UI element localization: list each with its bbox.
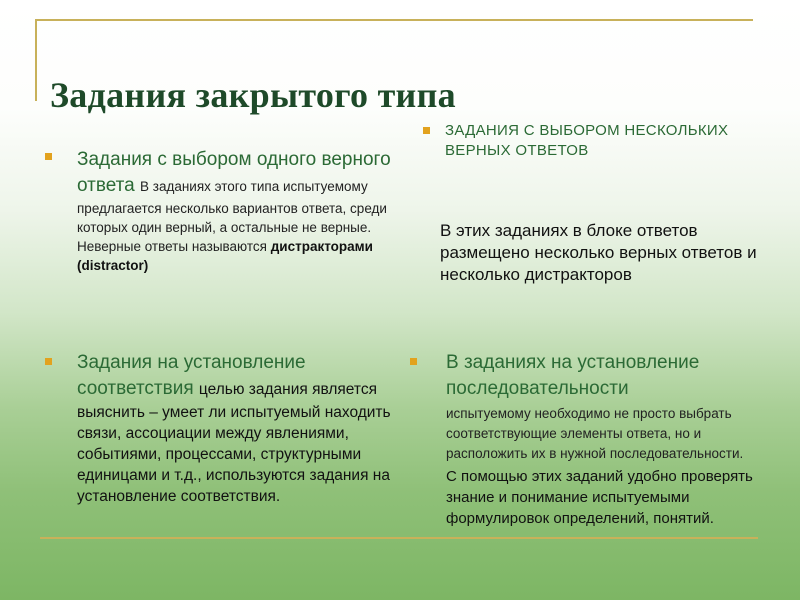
block-single-choice [45,147,395,275]
block-sequence-content [446,350,770,464]
bullet-icon [423,127,430,134]
bullet-icon [45,153,52,160]
slide-title: Задания закрытого типа [50,75,456,115]
decorative-left-line [35,19,37,101]
block-sequence-text2: С помощью этих заданий удобно проверять знание и понимание испытуемыми формулировок определений, понятий. [446,468,753,527]
decorative-bottom-line [40,537,758,539]
block-matching-heading: Задания на установление соответствия [77,352,306,399]
block-sequence-heading: В заданиях на установление последовательности [446,352,700,399]
bullet-icon [45,358,52,365]
block-matching-text: целью задания является выяснить – умеет ли испытуемый находить связи, ассоциации между явлениями, событиями, процессами, структурными единицами и т.д., используются задания на установление соответствия. [77,381,391,505]
block-sequence-text: испытуемому необходимо не просто выбрать соответствующие элементы ответа, но и расположить их в нужной последовательности. [446,406,744,461]
block-single-choice-content [77,147,395,275]
block-matching-content [77,350,395,507]
bullet-icon [410,358,417,365]
block-single-choice-heading: Задания с выбором одного верного ответа [77,149,391,196]
block-multiple-choice-text: В этих заданиях в блоке ответов размещено несколько верных ответов и несколько дистракторов [440,221,757,284]
block-sequence [410,350,770,529]
block-multiple-choice-heading: ЗАДАНИЯ С ВЫБОРОМ НЕСКОЛЬКИХ ВЕРНЫХ ОТВЕТОВ [445,122,729,159]
block-single-choice-emphasis: дистракторами (distractor) [77,239,373,273]
decorative-top-line [35,19,753,21]
block-multiple-choice [423,121,773,161]
block-matching [45,350,395,507]
block-single-choice-text: В заданиях этого типа испытуемому предлагается несколько вариантов ответа, среди которых один верный, а остальные не верные. Неверные ответы называются [77,179,387,254]
